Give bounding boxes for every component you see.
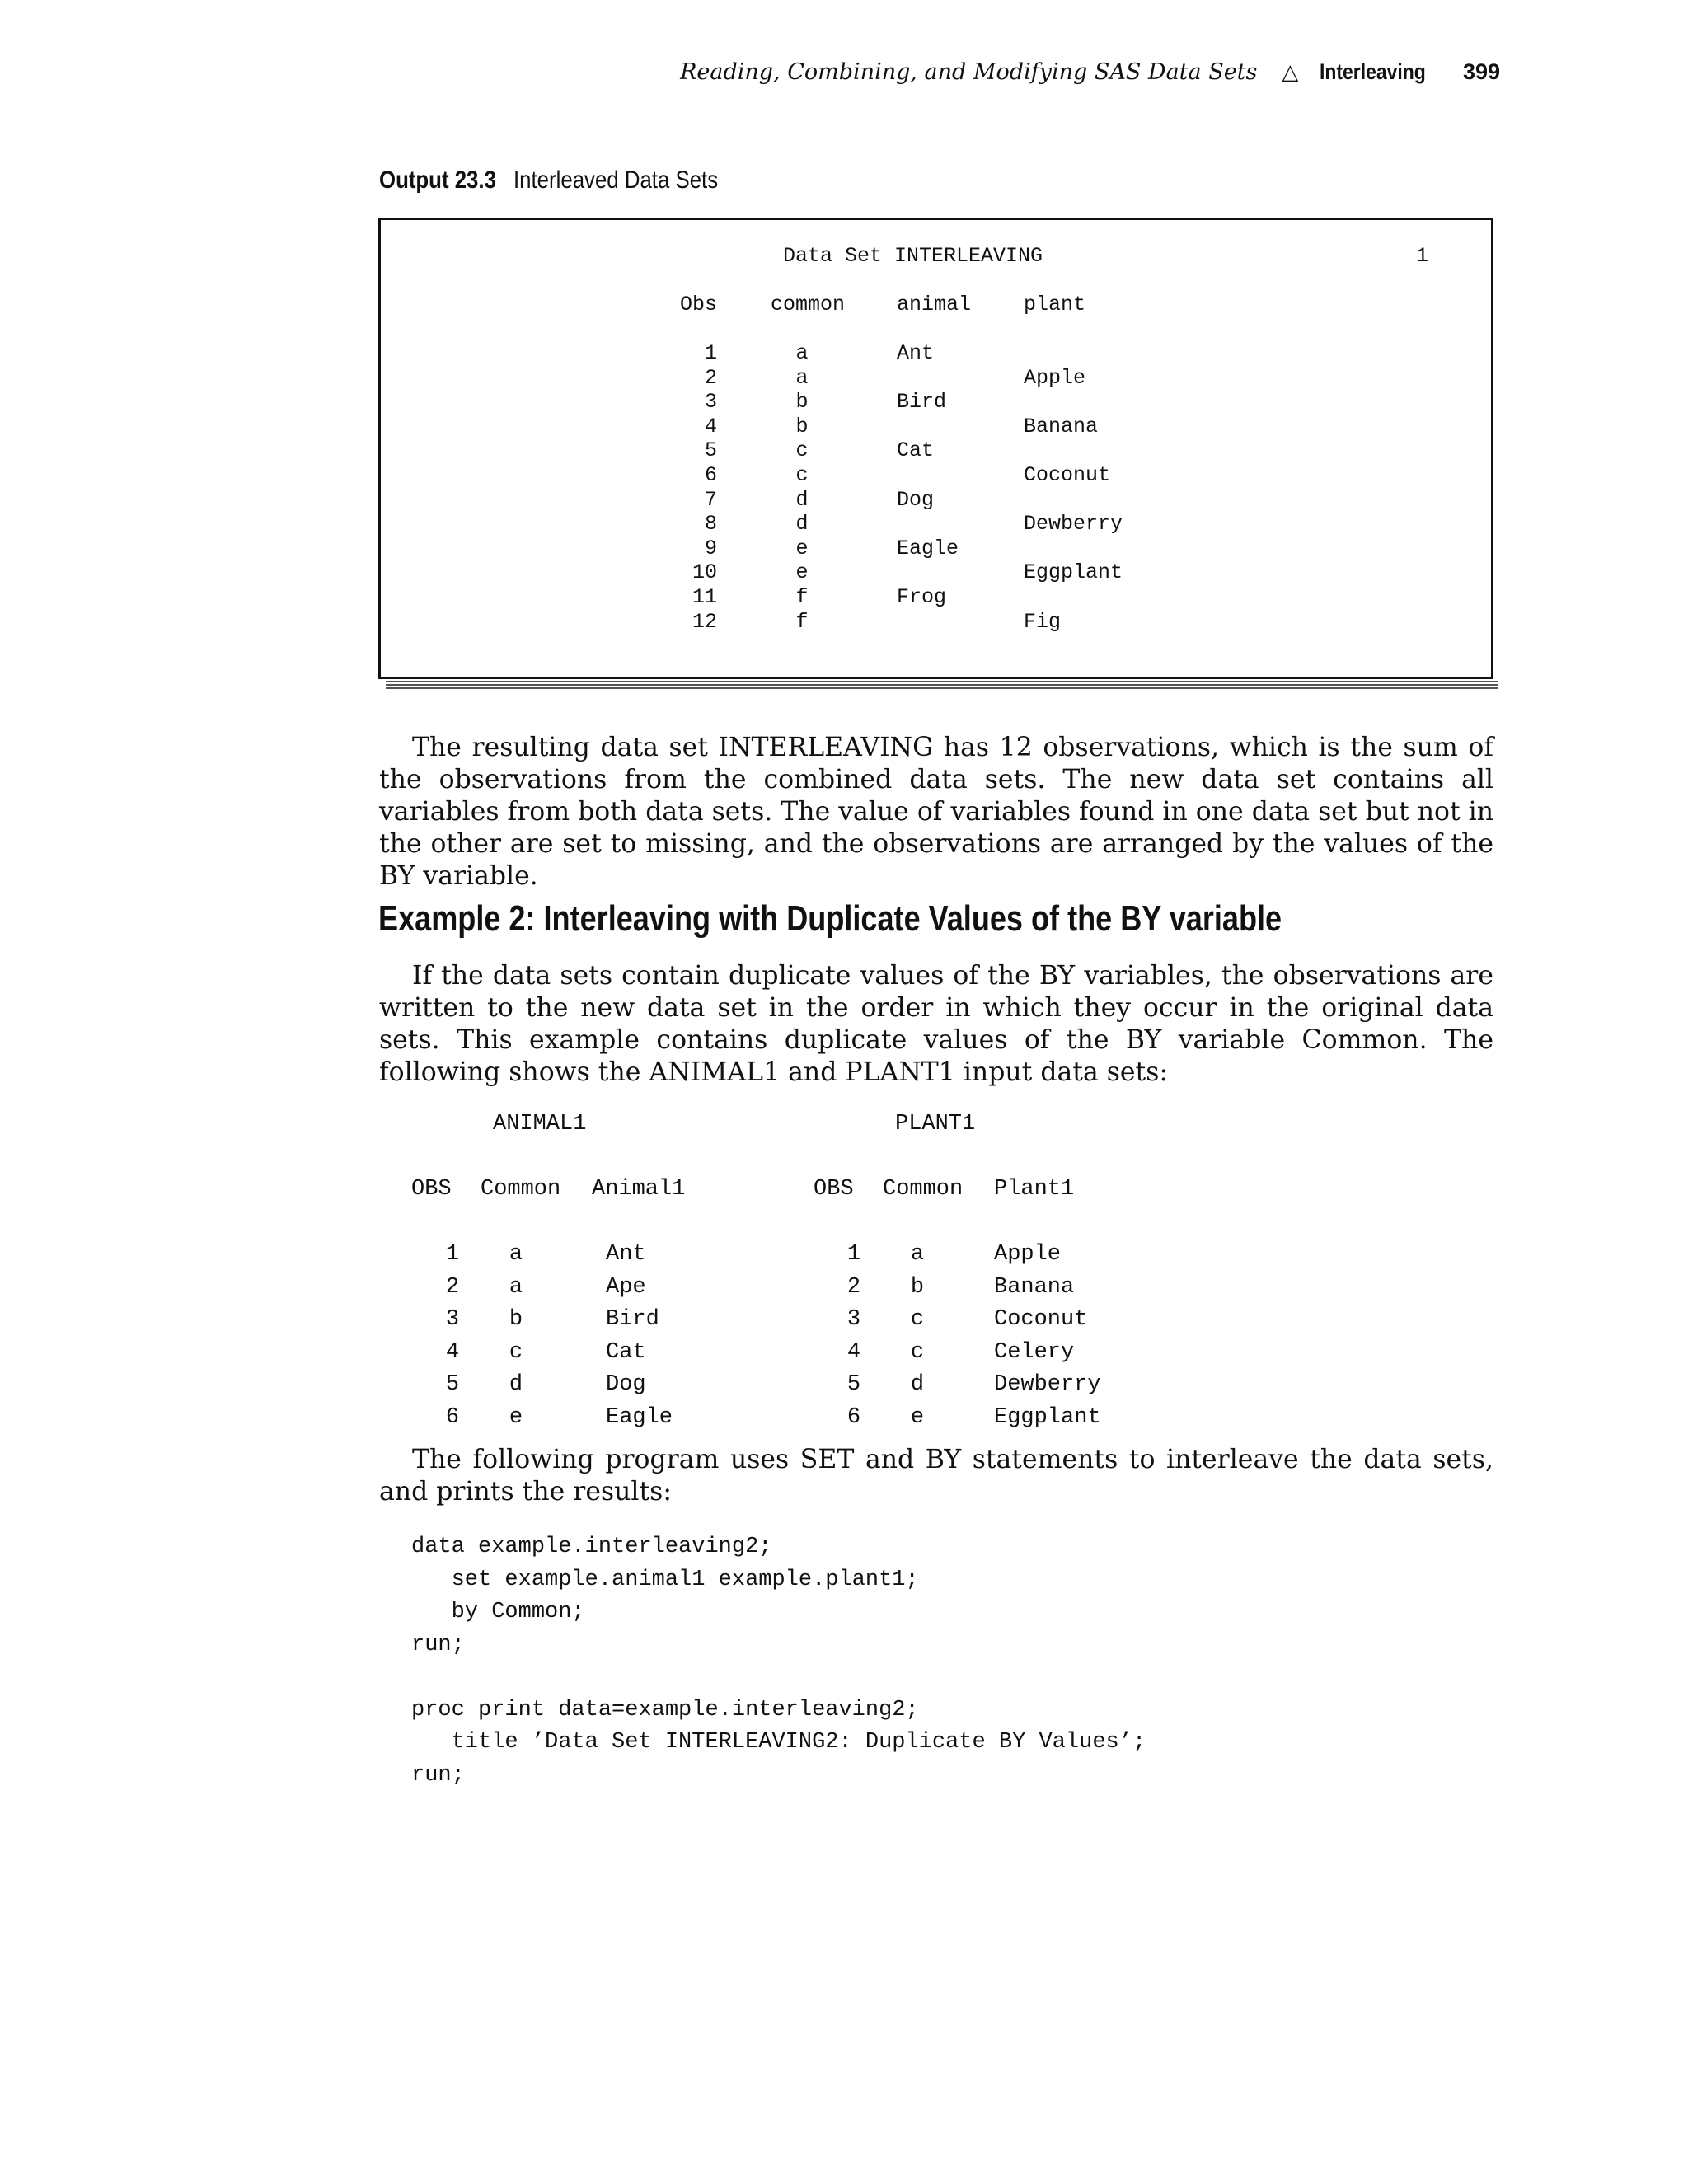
plant1-value: Banana — [994, 1274, 1075, 1300]
output-cell: 3 — [704, 390, 717, 415]
output-cell: a — [795, 341, 809, 365]
output-cell: b — [795, 390, 809, 415]
plant1-obs: 1 — [846, 1242, 861, 1267]
output-cell: d — [795, 487, 809, 512]
plant1-common: c — [910, 1339, 925, 1365]
output-cell: 6 — [704, 463, 717, 487]
paragraph-1-text: The resulting data set INTERLEAVING has 12 observations, which is the sum of the observations from the combined data sets. The new data set contains all variables from both data sets. The value of variables found in one data set but not in the other are set to missing, and the observations are arranged by the values of the BY variable. — [379, 733, 1493, 891]
animal1-common: a — [509, 1274, 523, 1300]
output-cell: d — [795, 512, 809, 537]
animal1-value: Dog — [606, 1372, 646, 1397]
output-column-header: animal — [897, 293, 972, 316]
output-cell: f — [795, 609, 809, 634]
output-cell: c — [795, 438, 809, 463]
paragraph-2 — [379, 960, 1493, 1089]
output-cell: 4 — [704, 414, 717, 438]
output-cell: Frog — [897, 585, 947, 609]
output-cell: 8 — [704, 512, 717, 537]
output-caption — [379, 166, 752, 194]
plant1-common: d — [910, 1372, 925, 1397]
triangle-icon: △ — [1282, 60, 1299, 85]
paragraph-3-text: The following program uses SET and BY statements to interleave the data sets, and prints the results: — [379, 1445, 1493, 1507]
plant1-obs: 3 — [846, 1307, 861, 1332]
animal1-common: a — [509, 1242, 523, 1267]
paragraph-1 — [379, 732, 1493, 893]
code-line: data example.interleaving2; — [411, 1535, 772, 1559]
output-cell: Cat — [897, 438, 935, 463]
animal1-column-header: Common — [481, 1177, 561, 1202]
animal1-value: Ape — [606, 1274, 646, 1300]
output-label: Output 23.3 — [379, 166, 496, 194]
animal1-common: d — [509, 1372, 523, 1397]
output-column-header: Obs — [679, 293, 717, 316]
animal1-common: c — [509, 1339, 523, 1365]
output-cell: Coconut — [1024, 463, 1111, 487]
plant1-column-header: OBS — [814, 1177, 854, 1202]
output-cell: f — [795, 585, 809, 609]
output-box — [378, 218, 1493, 679]
running-header — [680, 59, 1500, 85]
output-cell: e — [795, 536, 809, 560]
output-page-number: 1 — [1416, 244, 1429, 268]
output-cell: a — [795, 365, 809, 390]
output-box-shadow — [386, 687, 1498, 689]
code-line: set example.animal1 example.plant1; — [411, 1567, 919, 1592]
code-line: run; — [411, 1632, 465, 1657]
output-cell: 1 — [704, 341, 717, 365]
output-box-shadow — [386, 684, 1498, 686]
output-box-shadow — [386, 681, 1498, 682]
plant1-column-header: Plant1 — [994, 1177, 1075, 1202]
animal1-common: b — [509, 1307, 523, 1332]
output-cell: 11 — [692, 585, 717, 609]
paragraph-3 — [379, 1444, 1493, 1508]
paragraph-2-text: If the data sets contain duplicate values of the BY variables, the observations are written to the new data set in the order in which they occur in the original data sets. This example contains duplicate values of the BY variable Common. The following shows the ANIMAL1 and PLANT1 input data sets: — [379, 961, 1493, 1087]
output-column-header: plant — [1024, 293, 1086, 316]
animal1-name: ANIMAL1 — [493, 1112, 587, 1137]
output-column-header: common — [771, 293, 846, 316]
section-name: Interleaving — [1320, 59, 1427, 84]
code-line: proc print data=example.interleaving2; — [411, 1697, 919, 1722]
output-cell: 5 — [704, 438, 717, 463]
plant1-common: a — [910, 1242, 925, 1267]
output-cell: Apple — [1024, 365, 1086, 390]
output-cell: 12 — [692, 609, 717, 634]
output-cell: Dog — [897, 487, 935, 512]
plant1-obs: 2 — [846, 1274, 861, 1300]
animal1-obs: 5 — [445, 1372, 460, 1397]
plant1-value: Eggplant — [994, 1404, 1101, 1430]
page-number: 399 — [1462, 59, 1500, 84]
output-cell: Eggplant — [1024, 560, 1123, 585]
plant1-common: b — [910, 1274, 925, 1300]
output-cell: e — [795, 560, 809, 585]
output-cell: c — [795, 463, 809, 487]
output-cell: Bird — [897, 390, 947, 415]
code-line: by Common; — [411, 1600, 585, 1624]
plant1-obs: 4 — [846, 1339, 861, 1365]
output-cell: Fig — [1024, 609, 1062, 634]
output-title: Data Set INTERLEAVING — [783, 244, 1043, 268]
output-cell: Eagle — [897, 536, 959, 560]
plant1-name: PLANT1 — [895, 1112, 976, 1137]
section-heading: Example 2: Interleaving with Duplicate Values of the BY variable — [378, 898, 1282, 939]
output-cell: b — [795, 414, 809, 438]
animal1-column-header: OBS — [411, 1177, 452, 1202]
animal1-obs: 6 — [445, 1404, 460, 1430]
output-cell: 7 — [704, 487, 717, 512]
animal1-value: Cat — [606, 1339, 646, 1365]
animal1-obs: 2 — [445, 1274, 460, 1300]
plant1-obs: 5 — [846, 1372, 861, 1397]
plant1-value: Dewberry — [994, 1372, 1101, 1397]
animal1-column-header: Animal1 — [592, 1177, 686, 1202]
book-title: Reading, Combining, and Modifying SAS Data Sets — [680, 59, 1258, 85]
animal1-value: Bird — [606, 1307, 659, 1332]
output-cell: 10 — [692, 560, 717, 585]
output-cell: 2 — [704, 365, 717, 390]
output-cell: Banana — [1024, 414, 1099, 438]
animal1-value: Ant — [606, 1242, 646, 1267]
plant1-value: Apple — [994, 1242, 1062, 1267]
code-line: run; — [411, 1762, 465, 1788]
code-line: title ’Data Set INTERLEAVING2: Duplicate BY Values’; — [411, 1730, 1146, 1755]
output-cell: Ant — [897, 341, 935, 365]
animal1-obs: 1 — [445, 1242, 460, 1267]
animal1-common: e — [509, 1404, 523, 1430]
animal1-obs: 3 — [445, 1307, 460, 1332]
plant1-common: c — [910, 1307, 925, 1332]
plant1-column-header: Common — [883, 1177, 964, 1202]
plant1-value: Coconut — [994, 1307, 1088, 1332]
output-caption-text: Interleaved Data Sets — [513, 166, 719, 194]
plant1-value: Celery — [994, 1339, 1075, 1365]
output-cell: Dewberry — [1024, 512, 1123, 537]
animal1-value: Eagle — [606, 1404, 673, 1430]
plant1-obs: 6 — [846, 1404, 861, 1430]
output-cell: 9 — [704, 536, 717, 560]
animal1-obs: 4 — [445, 1339, 460, 1365]
plant1-common: e — [910, 1404, 925, 1430]
